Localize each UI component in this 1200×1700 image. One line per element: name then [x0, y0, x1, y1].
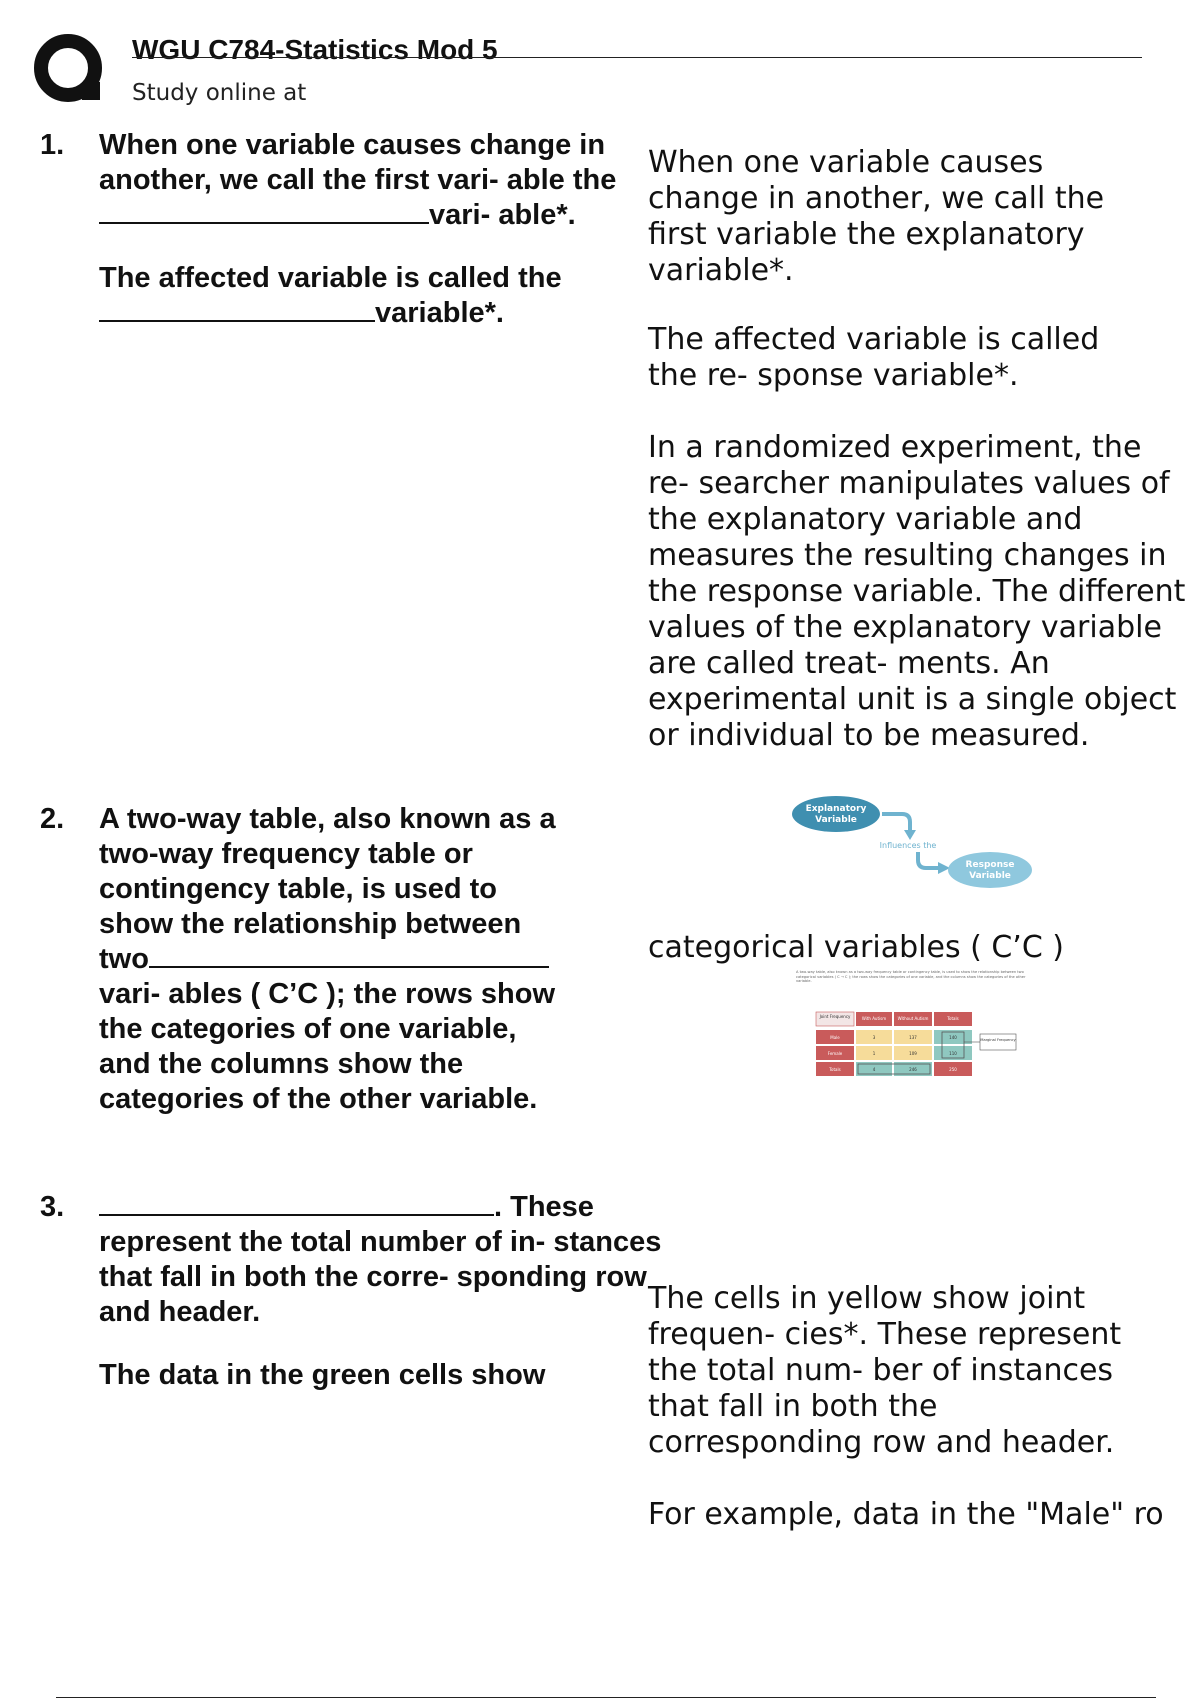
arrowhead-icon [938, 862, 950, 874]
table-cell: 109 [909, 1051, 917, 1056]
question-number: 1. [40, 129, 65, 161]
arrow-icon [882, 814, 910, 832]
influences-label: Influences the [879, 841, 937, 850]
question-text [99, 128, 679, 233]
table-cell: 110 [949, 1051, 957, 1056]
question-text-part: When one variable causes change in another, we call the first vari- able the [99, 129, 617, 196]
question-text [99, 1190, 679, 1330]
answer-1: When one variable causes change in another, we call the first variable the explanatory variable*. [648, 145, 1114, 288]
footer-rule [56, 1697, 1156, 1698]
table-header-cell: Joint Frequency [819, 1014, 851, 1019]
table-row-label: Male [830, 1035, 840, 1040]
table-header-cell: Without Autism [897, 1016, 929, 1021]
answer-blank [99, 1190, 494, 1216]
answer-blank [149, 942, 549, 968]
marginal-frequency-label: Marginal Frequency [980, 1038, 1016, 1042]
header-rule [132, 57, 1142, 58]
quizlet-logo-icon [32, 32, 104, 104]
explanatory-response-diagram [790, 792, 1040, 902]
question-3 [40, 1190, 662, 1421]
table-header-cell: Totals [947, 1016, 959, 1021]
document-title: WGU C784-Statistics Mod 5 [132, 34, 498, 65]
arrow-icon [918, 852, 940, 868]
two-way-table [796, 1010, 1036, 1095]
explanatory-oval [792, 796, 880, 832]
table-cell: 137 [909, 1035, 917, 1040]
table-cell: 1 [872, 1051, 876, 1056]
question-text [99, 802, 569, 1117]
question-text [99, 261, 679, 331]
table-header-cell: With Autism [861, 1016, 887, 1021]
table-caption: A two-way table, also known as a two-way frequency table or contingency table, is used to show the relationship between two categorical variables ( C → C ); the rows show the categories of one variable, and the columns show the categories of the other variable. [796, 970, 1026, 983]
question-text-part: The affected variable is called the [99, 262, 562, 294]
table-cell: 4 [872, 1067, 876, 1072]
table-cell: 140 [949, 1035, 957, 1040]
answer-blank [99, 296, 375, 322]
response-label: Response Variable [965, 860, 1015, 881]
explanatory-label: Explanatory Variable [805, 804, 867, 825]
answer-5: The cells in yellow show joint frequen- cies*. These represent the total num- ber of instances that fall in both the corresponding row and header. [648, 1281, 1131, 1460]
question-number: 3. [40, 1191, 65, 1223]
question-text: The data in the green cells show [99, 1359, 546, 1391]
question-text-part: vari- ables ( C’C ); the rows show the categories of one variable, and the columns show the categories of the other variable. [99, 978, 556, 1115]
table-row-label: Totals [829, 1067, 841, 1072]
arrowhead-icon [904, 830, 916, 840]
answer-2: The affected variable is called the re- sponse variable*. [648, 322, 1109, 393]
answer-6: For example, data in the "Male" ro [648, 1497, 1164, 1532]
table-cell: 250 [949, 1067, 957, 1072]
two-way-table-figure [796, 970, 1036, 1095]
question-1 [40, 128, 640, 359]
answer-4: categorical variables ( C’C ) [648, 930, 1065, 965]
response-oval [948, 852, 1032, 888]
question-text-part: variable*. [375, 297, 504, 329]
question-text-part: vari- able*. [429, 199, 576, 231]
question-text-part: A two-way table, also known as a two-way frequency table or contingency table, is used to show the relationship between two [99, 803, 556, 975]
answer-3: In a randomized experiment, the re- searcher manipulates values of the explanatory variable and measures the resulting changes in the response variable. The different values of the explanatory variable are called treat- ments. An experimental unit is a single object or individual to be measured. [648, 430, 1195, 753]
table-row-label: Female [827, 1051, 843, 1056]
answer-blank [99, 198, 429, 224]
table-cell: 3 [872, 1035, 876, 1040]
table-cell: 246 [909, 1067, 917, 1072]
question-number: 2. [40, 803, 65, 835]
question-text-part: . These represent the total number of in- stances that fall in both the corre- sponding row and header. [99, 1191, 662, 1328]
question-2 [40, 802, 640, 1145]
document-subtitle: Study online at [132, 80, 307, 106]
